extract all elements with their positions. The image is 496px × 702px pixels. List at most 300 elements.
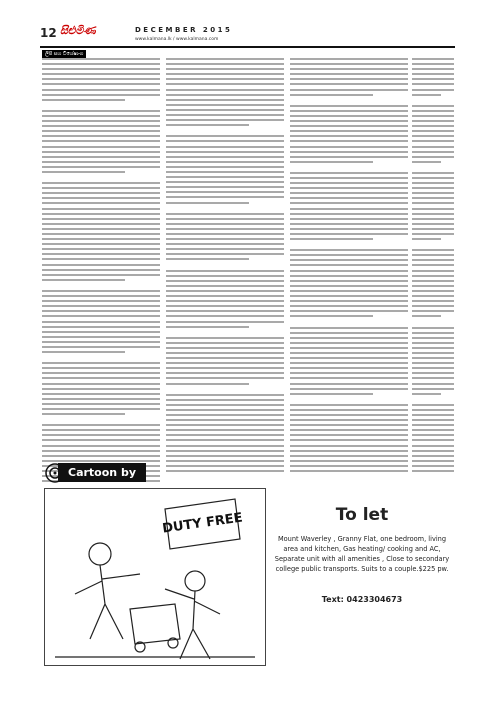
text-line bbox=[166, 305, 284, 307]
text-line bbox=[290, 140, 408, 142]
text-line bbox=[290, 83, 408, 85]
text-line bbox=[290, 78, 408, 80]
text-line bbox=[412, 83, 454, 85]
text-line bbox=[42, 161, 160, 163]
text-line bbox=[42, 331, 160, 333]
text-line bbox=[290, 146, 408, 148]
text-line bbox=[412, 310, 454, 312]
ad-body: Mount Waverley , Granny Flat, one bedroom, living area and kitchen, Gas heating/ cooking and AC, Separate unit with all amenities , Close to secondary college public transports. Suits to a couple.$225 pw. bbox=[274, 535, 450, 573]
text-line bbox=[290, 197, 408, 199]
text-line bbox=[290, 73, 408, 75]
text-line bbox=[412, 352, 454, 354]
text-line bbox=[290, 445, 408, 447]
text-line bbox=[42, 393, 160, 395]
text-line bbox=[166, 321, 284, 323]
text-line bbox=[412, 332, 454, 334]
article-column-2 bbox=[166, 58, 284, 475]
text-line bbox=[412, 264, 454, 266]
text-line bbox=[42, 135, 160, 137]
text-line bbox=[42, 192, 160, 194]
text-line bbox=[166, 109, 284, 111]
text-line bbox=[42, 341, 160, 343]
text-line bbox=[42, 450, 160, 452]
text-line bbox=[166, 73, 284, 75]
text-line bbox=[166, 253, 284, 255]
text-line bbox=[290, 156, 408, 158]
text-line bbox=[42, 279, 125, 281]
text-line bbox=[412, 327, 454, 329]
text-line bbox=[412, 290, 454, 292]
text-line bbox=[166, 94, 284, 96]
text-line bbox=[166, 315, 284, 317]
text-line bbox=[290, 94, 373, 96]
text-line bbox=[412, 383, 454, 385]
text-line bbox=[42, 83, 160, 85]
text-line bbox=[166, 377, 284, 379]
text-line bbox=[42, 377, 160, 379]
text-line bbox=[412, 182, 454, 184]
text-line bbox=[290, 110, 408, 112]
text-line bbox=[412, 238, 441, 240]
text-line bbox=[290, 315, 373, 317]
website-url: www.kalmana.lk / www.kalmana.com bbox=[135, 37, 219, 42]
text-line bbox=[412, 249, 454, 251]
text-line bbox=[42, 362, 160, 364]
text-line bbox=[290, 300, 408, 302]
cartoon-illustration bbox=[44, 488, 266, 666]
text-line bbox=[412, 110, 454, 112]
text-line bbox=[166, 171, 284, 173]
text-line bbox=[42, 326, 160, 328]
text-line bbox=[412, 156, 454, 158]
text-line bbox=[290, 424, 408, 426]
text-line bbox=[412, 172, 454, 174]
article-column-4 bbox=[412, 58, 454, 475]
text-line bbox=[166, 367, 284, 369]
text-line bbox=[166, 68, 284, 70]
text-line bbox=[166, 465, 284, 467]
text-line bbox=[166, 455, 284, 457]
text-line bbox=[42, 336, 160, 338]
text-line bbox=[290, 342, 408, 344]
text-line bbox=[290, 202, 408, 204]
text-line bbox=[290, 63, 408, 65]
text-line bbox=[166, 280, 284, 282]
text-line bbox=[290, 383, 408, 385]
text-line bbox=[42, 120, 160, 122]
text-line bbox=[412, 125, 454, 127]
text-line bbox=[290, 238, 373, 240]
text-line bbox=[290, 434, 408, 436]
text-line bbox=[412, 300, 454, 302]
text-line bbox=[166, 450, 284, 452]
text-line bbox=[166, 419, 284, 421]
text-line bbox=[42, 258, 160, 260]
text-line bbox=[290, 460, 408, 462]
text-line bbox=[42, 238, 160, 240]
text-line bbox=[166, 99, 284, 101]
text-line bbox=[42, 253, 160, 255]
text-line bbox=[166, 151, 284, 153]
cartoon-drawing bbox=[45, 489, 265, 665]
text-line bbox=[412, 305, 454, 307]
text-line bbox=[412, 414, 454, 416]
text-line bbox=[290, 264, 408, 266]
text-line bbox=[42, 403, 160, 405]
text-line bbox=[412, 197, 454, 199]
text-line bbox=[166, 337, 284, 339]
text-line bbox=[166, 114, 284, 116]
text-line bbox=[290, 135, 408, 137]
text-line bbox=[412, 233, 454, 235]
text-line bbox=[42, 408, 160, 410]
text-line bbox=[42, 197, 160, 199]
to-let-advertisement bbox=[272, 480, 452, 670]
text-line bbox=[166, 275, 284, 277]
text-line bbox=[290, 285, 408, 287]
text-line bbox=[166, 243, 284, 245]
text-line bbox=[166, 434, 284, 436]
text-line bbox=[290, 352, 408, 354]
text-line bbox=[412, 419, 454, 421]
text-line bbox=[166, 238, 284, 240]
text-line bbox=[166, 140, 284, 142]
text-line bbox=[166, 146, 284, 148]
text-line bbox=[166, 372, 284, 374]
text-line bbox=[42, 223, 160, 225]
text-line bbox=[42, 248, 160, 250]
text-line bbox=[412, 151, 454, 153]
text-line bbox=[166, 362, 284, 364]
text-line bbox=[42, 351, 125, 353]
text-line bbox=[166, 357, 284, 359]
text-line bbox=[42, 388, 160, 390]
text-line bbox=[290, 388, 408, 390]
text-line bbox=[166, 404, 284, 406]
text-line bbox=[166, 166, 284, 168]
text-line bbox=[412, 259, 454, 261]
text-line bbox=[166, 414, 284, 416]
text-line bbox=[42, 130, 160, 132]
text-line bbox=[42, 233, 160, 235]
article-column-3 bbox=[290, 58, 408, 458]
text-line bbox=[42, 94, 160, 96]
text-line bbox=[166, 228, 284, 230]
text-line bbox=[166, 409, 284, 411]
text-line bbox=[412, 439, 454, 441]
text-line bbox=[290, 295, 408, 297]
text-line bbox=[412, 280, 454, 282]
text-line bbox=[42, 274, 160, 276]
text-line bbox=[290, 310, 408, 312]
text-line bbox=[290, 223, 408, 225]
text-line bbox=[412, 337, 454, 339]
text-line bbox=[166, 124, 249, 126]
text-line bbox=[290, 275, 408, 277]
text-line bbox=[290, 249, 408, 251]
text-line bbox=[290, 280, 408, 282]
page-header bbox=[40, 24, 455, 54]
text-line bbox=[166, 445, 284, 447]
text-line bbox=[166, 429, 284, 431]
text-line bbox=[290, 130, 408, 132]
text-line bbox=[412, 94, 441, 96]
text-line bbox=[290, 367, 408, 369]
section-tag: ලිපි සහ විශේෂාංග bbox=[42, 50, 86, 58]
text-line bbox=[290, 470, 408, 472]
text-line bbox=[412, 146, 454, 148]
text-line bbox=[412, 393, 441, 395]
text-line bbox=[290, 259, 408, 261]
text-line bbox=[42, 434, 160, 436]
text-line bbox=[42, 213, 160, 215]
text-line bbox=[166, 460, 284, 462]
page-number: 12 bbox=[40, 26, 57, 40]
text-line bbox=[42, 310, 160, 312]
text-line bbox=[290, 450, 408, 452]
text-line bbox=[166, 135, 284, 137]
text-line bbox=[166, 439, 284, 441]
text-line bbox=[412, 460, 454, 462]
text-line bbox=[412, 275, 454, 277]
text-line bbox=[42, 89, 160, 91]
text-line bbox=[412, 377, 454, 379]
text-line bbox=[412, 424, 454, 426]
text-line bbox=[412, 202, 454, 204]
text-line bbox=[412, 362, 454, 364]
text-line bbox=[412, 68, 454, 70]
text-line bbox=[412, 347, 454, 349]
text-line bbox=[166, 78, 284, 80]
text-line bbox=[290, 305, 408, 307]
text-line bbox=[42, 73, 160, 75]
text-line bbox=[166, 63, 284, 65]
text-line bbox=[412, 409, 454, 411]
text-line bbox=[42, 208, 160, 210]
text-line bbox=[166, 196, 284, 198]
text-line bbox=[290, 409, 408, 411]
text-line bbox=[166, 89, 284, 91]
text-line bbox=[290, 125, 408, 127]
text-line bbox=[290, 393, 373, 395]
text-line bbox=[42, 171, 125, 173]
text-line bbox=[290, 177, 408, 179]
text-line bbox=[42, 182, 160, 184]
text-line bbox=[42, 187, 160, 189]
text-line bbox=[42, 295, 160, 297]
text-line bbox=[290, 327, 408, 329]
text-line bbox=[42, 372, 160, 374]
text-line bbox=[42, 424, 160, 426]
cartoon-sign-text: DUTY FREE bbox=[161, 510, 244, 537]
text-line bbox=[412, 63, 454, 65]
text-line bbox=[412, 404, 454, 406]
text-line bbox=[290, 372, 408, 374]
text-line bbox=[290, 465, 408, 467]
article-column-1 bbox=[42, 58, 160, 485]
text-line bbox=[412, 254, 454, 256]
text-line bbox=[412, 228, 454, 230]
text-line bbox=[166, 248, 284, 250]
text-line bbox=[166, 326, 249, 328]
text-line bbox=[42, 218, 160, 220]
text-line bbox=[290, 254, 408, 256]
text-line bbox=[412, 445, 454, 447]
text-line bbox=[412, 295, 454, 297]
text-line bbox=[42, 269, 160, 271]
text-line bbox=[412, 161, 441, 163]
text-line bbox=[290, 337, 408, 339]
text-line bbox=[290, 419, 408, 421]
text-line bbox=[290, 105, 408, 107]
text-line bbox=[166, 300, 284, 302]
text-line bbox=[290, 332, 408, 334]
text-line bbox=[166, 258, 249, 260]
text-line bbox=[42, 264, 160, 266]
text-line bbox=[412, 367, 454, 369]
text-line bbox=[412, 434, 454, 436]
text-line bbox=[166, 104, 284, 106]
text-line bbox=[290, 182, 408, 184]
text-line bbox=[412, 73, 454, 75]
text-line bbox=[412, 177, 454, 179]
text-line bbox=[290, 151, 408, 153]
text-line bbox=[412, 223, 454, 225]
text-line bbox=[290, 115, 408, 117]
text-line bbox=[412, 105, 454, 107]
text-line bbox=[166, 176, 284, 178]
text-line bbox=[166, 218, 284, 220]
text-line bbox=[412, 208, 454, 210]
text-line bbox=[290, 120, 408, 122]
text-line bbox=[412, 470, 454, 472]
text-line bbox=[42, 321, 160, 323]
text-line bbox=[290, 455, 408, 457]
text-line bbox=[290, 58, 408, 60]
text-line bbox=[166, 290, 284, 292]
text-line bbox=[412, 342, 454, 344]
text-line bbox=[166, 383, 249, 385]
ad-title: To let bbox=[335, 505, 389, 525]
text-line bbox=[412, 429, 454, 431]
text-line bbox=[412, 89, 454, 91]
text-line bbox=[166, 213, 284, 215]
text-line bbox=[42, 156, 160, 158]
text-line bbox=[42, 305, 160, 307]
text-line bbox=[42, 202, 160, 204]
text-line bbox=[412, 285, 454, 287]
text-line bbox=[166, 202, 249, 204]
text-line bbox=[290, 233, 408, 235]
text-line bbox=[412, 192, 454, 194]
text-line bbox=[290, 161, 373, 163]
text-line bbox=[166, 161, 284, 163]
text-line bbox=[412, 455, 454, 457]
text-line bbox=[42, 115, 160, 117]
text-line bbox=[412, 213, 454, 215]
text-line bbox=[42, 445, 160, 447]
text-line bbox=[290, 377, 408, 379]
text-line bbox=[412, 58, 454, 60]
text-line bbox=[42, 243, 160, 245]
text-line bbox=[42, 429, 160, 431]
text-line bbox=[412, 372, 454, 374]
text-line bbox=[290, 218, 408, 220]
text-line bbox=[290, 68, 408, 70]
text-line bbox=[412, 78, 454, 80]
text-line bbox=[166, 470, 284, 472]
text-line bbox=[42, 346, 160, 348]
text-line bbox=[290, 347, 408, 349]
text-line bbox=[290, 192, 408, 194]
text-line bbox=[412, 315, 441, 317]
text-line bbox=[42, 290, 160, 292]
cartoon-title: Cartoon by PK bbox=[58, 463, 146, 482]
text-line bbox=[290, 439, 408, 441]
text-line bbox=[412, 115, 454, 117]
text-line bbox=[412, 270, 454, 272]
text-line bbox=[42, 413, 125, 415]
text-line bbox=[166, 399, 284, 401]
text-line bbox=[290, 362, 408, 364]
text-line bbox=[42, 166, 160, 168]
text-line bbox=[412, 130, 454, 132]
text-line bbox=[166, 233, 284, 235]
text-line bbox=[166, 181, 284, 183]
text-line bbox=[42, 63, 160, 65]
text-line bbox=[166, 270, 284, 272]
masthead-logo: සිළුමිණ bbox=[60, 24, 96, 37]
text-line bbox=[42, 146, 160, 148]
text-line bbox=[166, 394, 284, 396]
text-line bbox=[42, 125, 160, 127]
text-line bbox=[166, 295, 284, 297]
text-line bbox=[166, 186, 284, 188]
text-line bbox=[412, 120, 454, 122]
text-line bbox=[42, 315, 160, 317]
text-line bbox=[166, 83, 284, 85]
ad-contact: Text: 0423304673 bbox=[321, 594, 403, 604]
text-line bbox=[290, 404, 408, 406]
text-line bbox=[42, 439, 160, 441]
text-line bbox=[42, 110, 160, 112]
text-line bbox=[166, 58, 284, 60]
text-line bbox=[290, 89, 408, 91]
header-rule bbox=[40, 46, 455, 48]
text-line bbox=[166, 310, 284, 312]
text-line bbox=[166, 342, 284, 344]
text-line bbox=[166, 285, 284, 287]
text-line bbox=[290, 172, 408, 174]
text-line bbox=[42, 78, 160, 80]
text-line bbox=[412, 450, 454, 452]
text-line bbox=[42, 151, 160, 153]
text-line bbox=[290, 414, 408, 416]
text-line bbox=[412, 357, 454, 359]
text-line bbox=[412, 140, 454, 142]
text-line bbox=[166, 119, 284, 121]
text-line bbox=[290, 357, 408, 359]
text-line bbox=[290, 228, 408, 230]
text-line bbox=[166, 223, 284, 225]
text-line bbox=[42, 99, 125, 101]
text-line bbox=[412, 135, 454, 137]
text-line bbox=[290, 290, 408, 292]
text-line bbox=[412, 187, 454, 189]
text-line bbox=[290, 429, 408, 431]
text-line bbox=[412, 218, 454, 220]
text-line bbox=[166, 191, 284, 193]
